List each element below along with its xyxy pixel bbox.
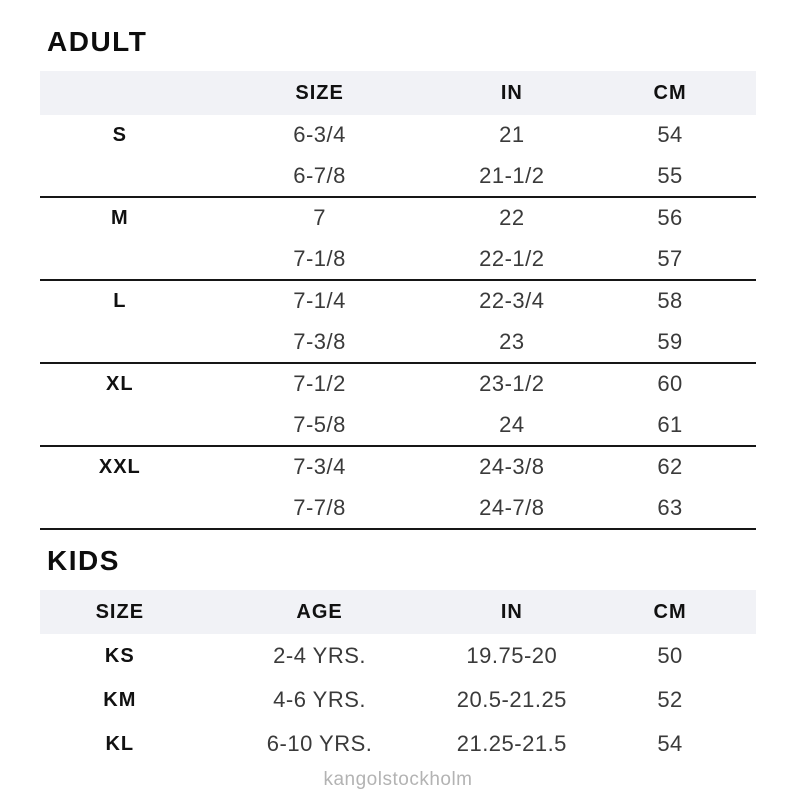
age-cell: 4-6 YRS. [273, 687, 367, 712]
in-cell: 23 [499, 328, 525, 354]
kids-column-header-size: SIZE [95, 600, 145, 623]
size-group-s [40, 115, 756, 198]
cm-cell: 63 [657, 494, 683, 520]
size-label: XL [106, 372, 134, 395]
size-cell: 7-7/8 [293, 494, 346, 520]
in-cell: 22 [499, 205, 525, 231]
in-cell: 21 [499, 122, 525, 148]
kids-column-header-cm: CM [653, 600, 687, 623]
table-row [40, 488, 756, 529]
size-label: XXL [98, 455, 141, 478]
size-group-xl [40, 364, 756, 447]
size-cell: 7-3/4 [293, 454, 346, 480]
kids-section-title: KIDS [47, 545, 120, 576]
size-cell: 7 [313, 205, 326, 231]
table-row [40, 198, 756, 239]
in-cell: 19.75-20 [466, 643, 558, 668]
adult-table-header-row [40, 71, 756, 115]
size-group-xxl [40, 447, 756, 530]
cm-cell: 56 [657, 205, 683, 231]
kids-table-header-row [40, 590, 756, 634]
cm-cell: 55 [657, 162, 683, 188]
in-cell: 22-3/4 [479, 288, 545, 314]
size-cell: 7-1/8 [293, 245, 346, 271]
table-row [40, 281, 756, 322]
cm-cell: 52 [657, 687, 683, 712]
cm-cell: 61 [657, 411, 683, 437]
kids-column-header-in: IN [500, 600, 523, 623]
table-row [40, 115, 756, 156]
table-row [40, 322, 756, 363]
size-cell: 7-1/4 [293, 288, 346, 314]
kids-column-header-age: AGE [296, 600, 343, 623]
size-cell: 7-5/8 [293, 411, 346, 437]
adult-size-table [40, 71, 756, 530]
adult-column-header-size: SIZE [295, 81, 344, 104]
cm-cell: 57 [657, 245, 683, 271]
cm-cell: 60 [657, 371, 683, 397]
table-row [40, 239, 756, 280]
cm-cell: 62 [657, 454, 683, 480]
in-cell: 21.25-21.5 [456, 731, 567, 756]
table-row [40, 156, 756, 197]
age-cell: 6-10 YRS. [266, 731, 373, 756]
size-label: M [110, 206, 129, 229]
table-row [40, 678, 756, 722]
cm-cell: 54 [657, 731, 683, 756]
in-cell: 24 [499, 411, 525, 437]
size-label: S [112, 123, 127, 146]
table-row [40, 364, 756, 405]
table-row [40, 722, 756, 766]
cm-cell: 59 [657, 328, 683, 354]
in-cell: 20.5-21.25 [456, 687, 567, 712]
cm-cell: 54 [657, 122, 683, 148]
adult-section-title: ADULT [47, 26, 148, 57]
size-cell: 7-3/8 [293, 328, 346, 354]
in-cell: 23-1/2 [479, 371, 545, 397]
size-label: KM [103, 688, 137, 711]
table-row [40, 447, 756, 488]
kids-size-table [40, 590, 756, 766]
in-cell: 24-3/8 [479, 454, 545, 480]
size-group-l [40, 281, 756, 364]
size-group-m [40, 198, 756, 281]
site-watermark: kangolstockholm [323, 769, 473, 790]
size-label: KS [104, 644, 135, 667]
in-cell: 24-7/8 [479, 494, 545, 520]
adult-column-header-in: IN [500, 81, 523, 104]
size-cell: 7-1/2 [293, 371, 346, 397]
size-label: L [113, 289, 127, 312]
adult-column-header-cm: CM [653, 81, 687, 104]
size-label: KL [105, 732, 135, 755]
in-cell: 22-1/2 [479, 245, 545, 271]
table-row [40, 405, 756, 446]
in-cell: 21-1/2 [479, 162, 545, 188]
age-cell: 2-4 YRS. [273, 643, 367, 668]
cm-cell: 58 [657, 288, 683, 314]
size-cell: 6-3/4 [293, 122, 346, 148]
size-cell: 6-7/8 [293, 162, 346, 188]
cm-cell: 50 [657, 643, 683, 668]
table-row [40, 634, 756, 678]
